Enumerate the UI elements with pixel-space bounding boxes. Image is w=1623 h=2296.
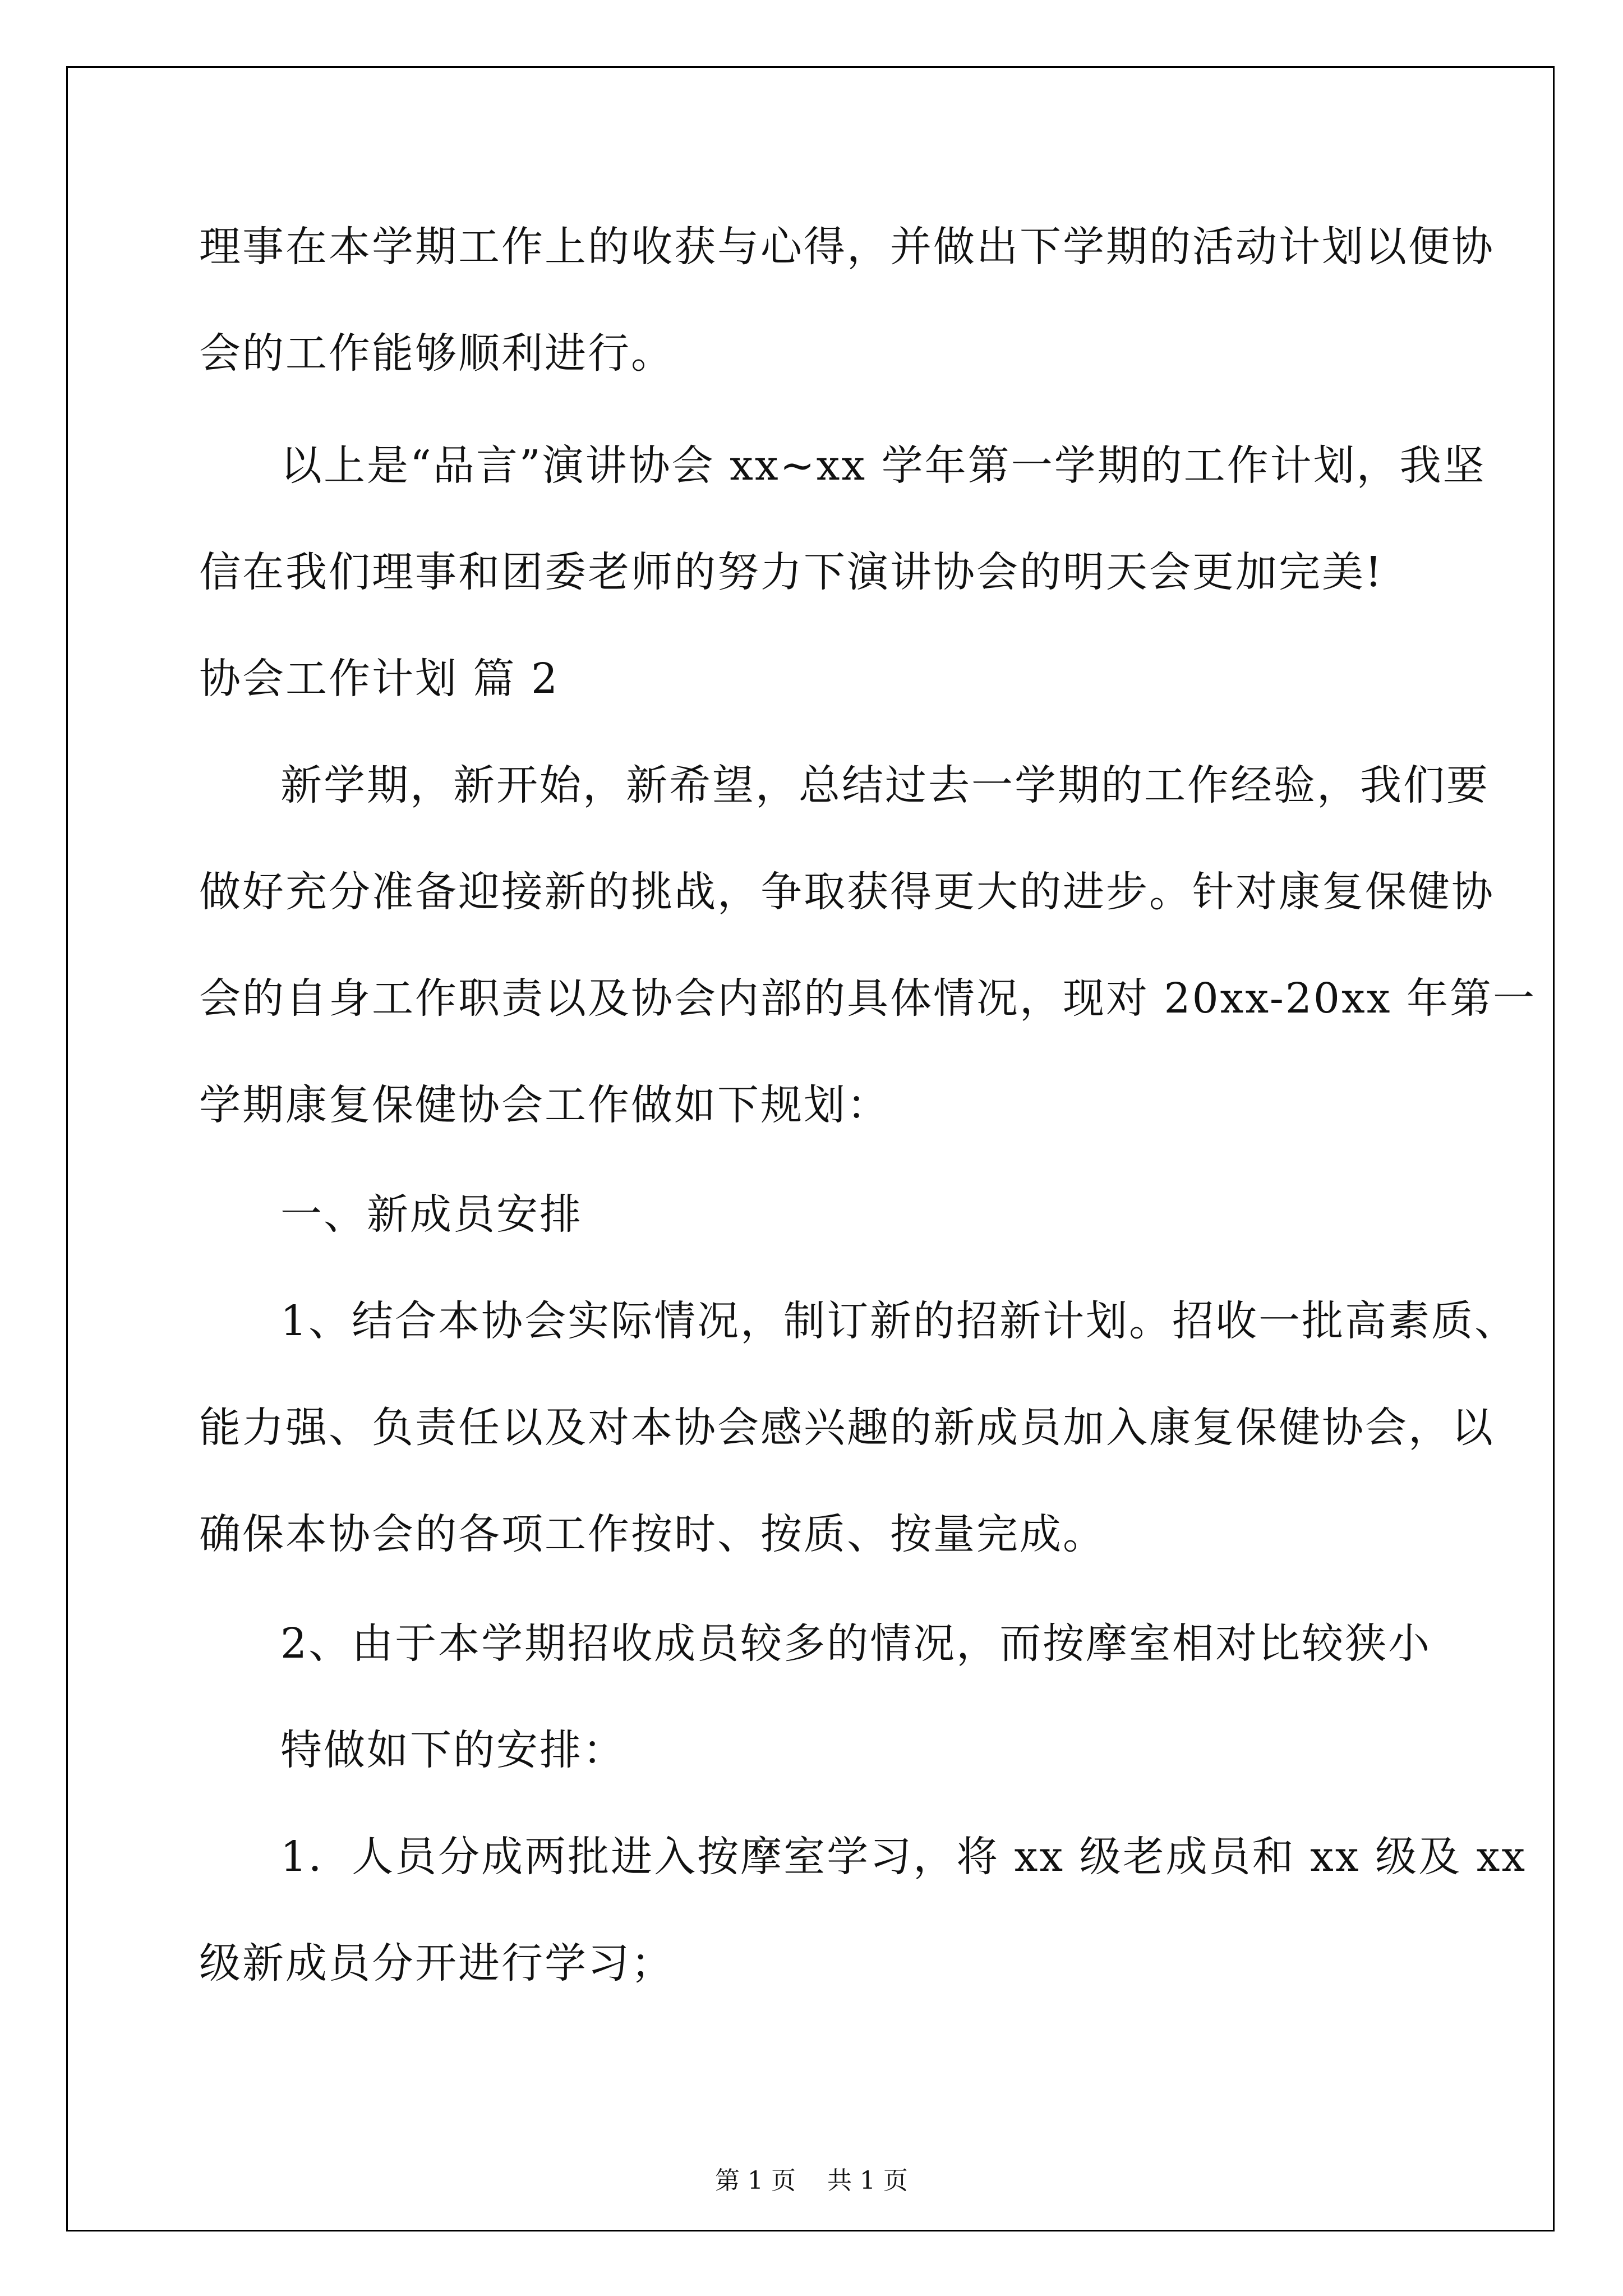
text-line: 以上是“品言”演讲协会 xx~xx 学年第一学期的工作计划，我坚 [280,441,1486,490]
page-footer: 第 1 页 共 1 页 [715,2166,908,2195]
text-line: 级新成员分开进行学习； [199,1939,674,1987]
text-line: 理事在本学期工作上的收获与心得，并做出下学期的活动计划以便协 [199,223,1495,271]
text-line: 特做如下的安排： [280,1726,626,1774]
text-line: 1、结合本协会实际情况，制订新的招新计划。招收一批高素质、 [280,1297,1518,1345]
text-line: 2、由于本学期招收成员较多的情况，而按摩室相对比较狭小 [280,1619,1432,1668]
text-line: 会的自身工作职责以及协会内部的具体情况，现对 20xx-20xx 年第一 [199,974,1537,1023]
text-line: 1．人员分成两批进入按摩室学习，将 xx 级老成员和 xx 级及 xx [280,1833,1527,1881]
text-line: 新学期，新开始，新希望，总结过去一学期的工作经验，我们要 [280,761,1490,809]
text-line: 做好充分准备迎接新的挑战，争取获得更大的进步。针对康复保健协 [199,868,1495,916]
text-line: 会的工作能够顺利进行。 [199,329,674,378]
page-border [66,66,1555,2231]
text-line: 信在我们理事和团委老师的努力下演讲协会的明天会更加完美! [199,548,1384,596]
text-line: 能力强、负责任以及对本协会感兴趣的新成员加入康复保健协会，以 [199,1404,1495,1452]
text-line: 学期康复保健协会工作做如下规划： [199,1081,890,1129]
section-heading: 协会工作计划 篇 2 [199,655,560,703]
text-line: 确保本协会的各项工作按时、按质、按量完成。 [199,1510,1106,1558]
text-line: 一、新成员安排 [280,1190,583,1239]
